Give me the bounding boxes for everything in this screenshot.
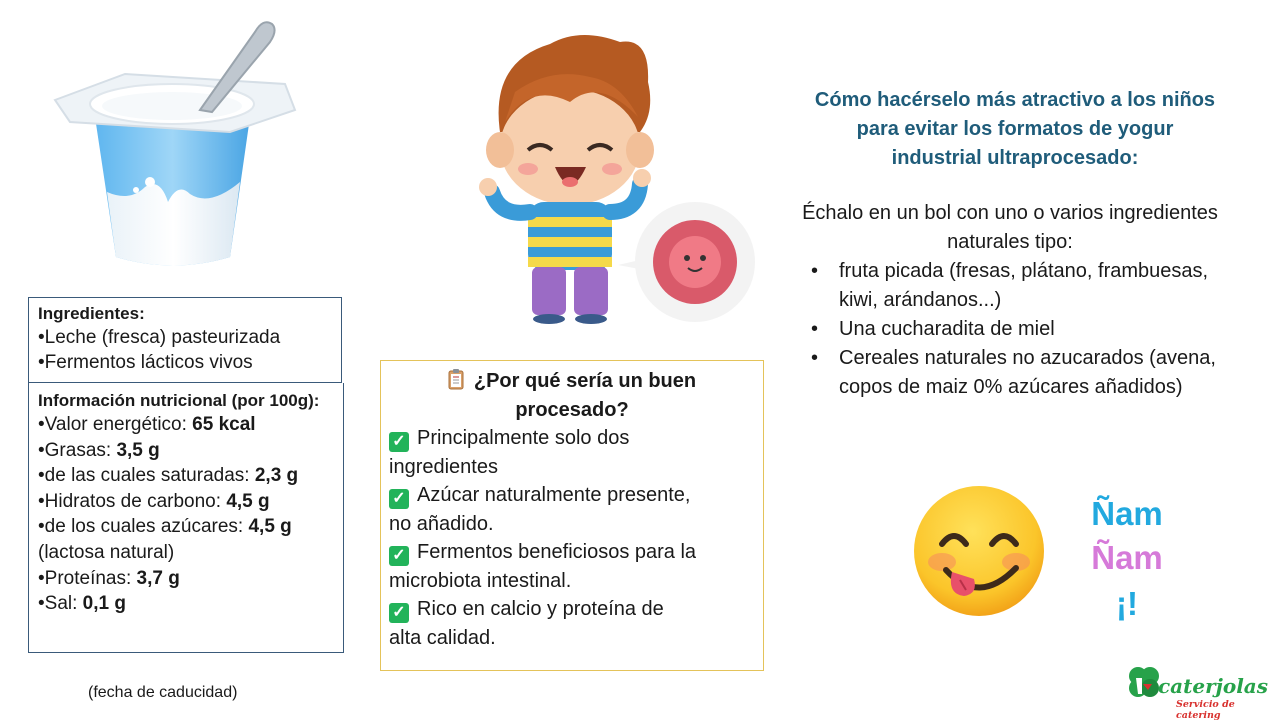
- tips-list: [808, 257, 1228, 402]
- ingredients-box: [28, 297, 342, 383]
- check-mark-icon: ✓: [389, 432, 409, 452]
- nutrition-label: •Proteínas:: [38, 567, 137, 589]
- ingredient-item: •Fermentos lácticos vivos: [38, 352, 253, 373]
- nutrition-note: (lactosa natural): [38, 541, 175, 563]
- nutrition-row: [38, 412, 343, 438]
- tips-intro: Échalo en un bol con uno o varios ingredientes naturales tipo:: [802, 202, 1218, 253]
- ingredient-item: •Leche (fresca) pasteurizada: [38, 327, 281, 348]
- why-title-line2: procesado?: [515, 398, 629, 421]
- why-item-text: no añadido.: [389, 512, 494, 535]
- yogurt-cup-illustration: [50, 12, 300, 277]
- why-item: [389, 595, 755, 652]
- nutrition-row: [38, 489, 343, 515]
- nutrition-value: 4,5 g: [226, 490, 270, 512]
- why-item-text: alta calidad.: [389, 626, 496, 649]
- nutrition-value: 2,3 g: [254, 465, 299, 487]
- expiry-date-caption: (fecha de caducidad): [88, 684, 238, 701]
- ingredients-heading: Ingredientes:: [38, 304, 145, 323]
- caterjolas-logo-icon: [1126, 664, 1162, 702]
- check-mark-icon: ✓: [389, 489, 409, 509]
- tips-title: Cómo hacérselo más atractivo a los niños para evitar los formatos de yogur industrial ultraprocesado:: [814, 89, 1216, 169]
- nutrition-box: [28, 383, 344, 653]
- nutrition-row: [38, 463, 343, 489]
- why-good-processed-box: [380, 360, 764, 671]
- logo-wordmark: caterjolas: [1158, 674, 1269, 698]
- yum-text-line3: ¡!: [1116, 585, 1138, 622]
- logo-tagline: Servicio de catering: [1176, 699, 1235, 721]
- yum-face-emoji-icon: [912, 484, 1046, 618]
- nutrition-row: [38, 591, 343, 617]
- happy-child-illustration: [470, 22, 760, 327]
- clipboard-icon: [448, 368, 464, 390]
- why-item-text: Azúcar naturalmente presente,: [417, 484, 691, 506]
- nutrition-heading: Información nutricional (por 100g):: [38, 391, 320, 410]
- why-item: [389, 538, 755, 595]
- why-item-text: Rico en calcio y proteína de: [417, 598, 664, 620]
- check-mark-icon: ✓: [389, 546, 409, 566]
- nutrition-label: •Valor energético:: [38, 414, 193, 435]
- nutrition-label: •de los cuales azúcares:: [38, 516, 249, 538]
- check-mark-icon: ✓: [389, 603, 409, 623]
- nutrition-label: •Sal:: [38, 593, 83, 615]
- nutrition-label: •de las cuales saturadas:: [38, 465, 255, 487]
- nutrition-row: [38, 566, 343, 592]
- why-title: [389, 367, 755, 424]
- why-item-text: microbiota intestinal.: [389, 569, 572, 592]
- nutrition-value: 0,1 g: [82, 593, 126, 615]
- nutrition-label: •Hidratos de carbono:: [38, 490, 227, 512]
- nutrition-row: [38, 438, 343, 464]
- nutrition-value: 3,5 g: [116, 439, 160, 461]
- why-item-text: Fermentos beneficiosos para la: [417, 541, 697, 563]
- nutrition-value: 65 kcal: [192, 414, 256, 435]
- nutrition-value: 3,7 g: [136, 567, 180, 589]
- nutrition-label: •Grasas:: [38, 439, 117, 461]
- why-title-line1: ¿Por qué sería un buen: [473, 370, 697, 392]
- yum-text-line1: Ñam: [1091, 495, 1163, 532]
- nutrition-row: [38, 514, 343, 540]
- yum-text-line2: Ñam: [1091, 539, 1163, 576]
- why-item-text: ingredientes: [389, 455, 498, 478]
- tips-list-item: • Cereales naturales no azucarados (avena, copos de maiz 0% azúcares añadidos): [808, 344, 1228, 402]
- tips-list-item: • Una cucharadita de miel: [808, 315, 1228, 344]
- why-item: [389, 481, 755, 538]
- why-item-text: Principalmente solo dos: [417, 427, 630, 449]
- why-item: [389, 424, 755, 481]
- nutrition-value: 4,5 g: [248, 516, 292, 538]
- tips-list-item: • fruta picada (fresas, plátano, frambuesas, kiwi, arándanos...): [808, 257, 1228, 315]
